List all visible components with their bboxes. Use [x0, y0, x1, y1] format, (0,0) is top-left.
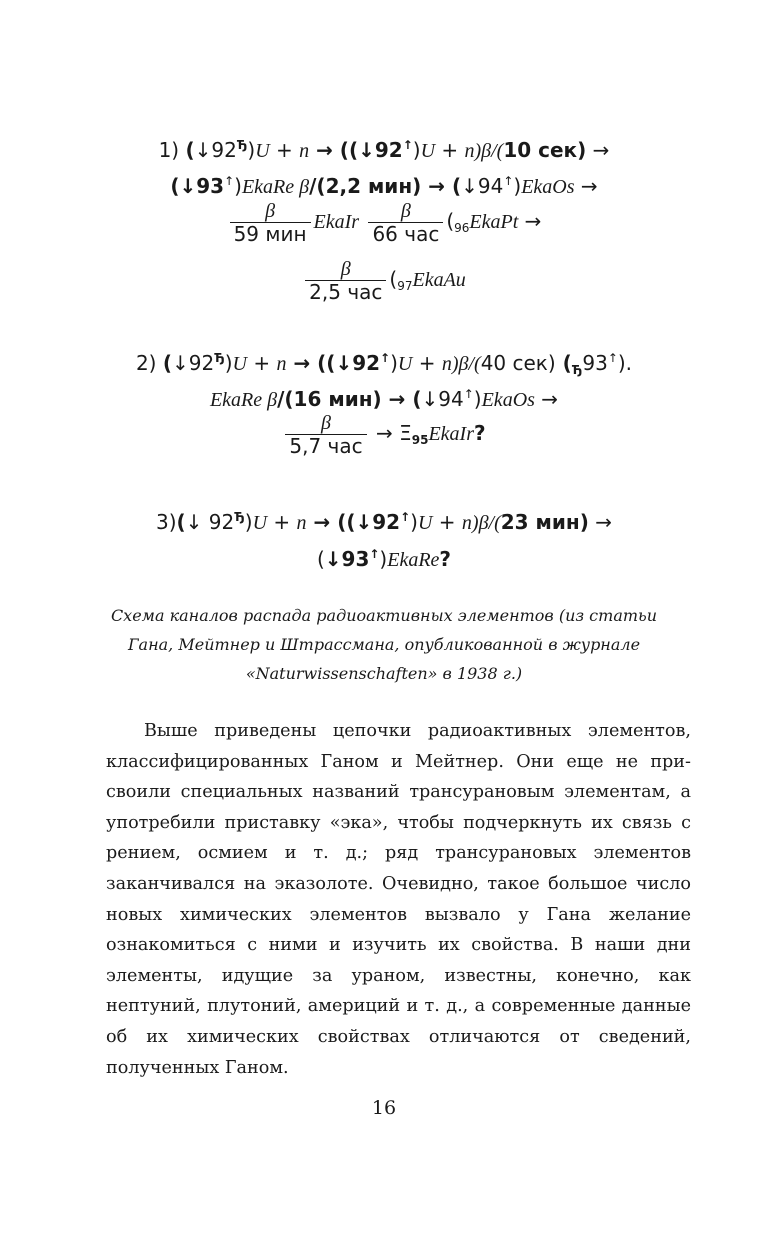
chain-1-line-4: $\frac{\beta}{\text{2,5 час}}$ ($_{97}EkaAu$ [0, 258, 768, 312]
page-number: 16 [371, 1097, 397, 1119]
chain-1-line-2: (↓93↑)EkaRe β/(2,2 мин) → (↓94↑)EkaOs → [170, 174, 598, 198]
chain-2-line-1: 2) $(↓92^Ђ)U + n$ → ((↓92↑)U + n)β/(40 сек) $(_Ђ93^↑)$. [135, 351, 633, 377]
chain-number: 2) [135, 351, 157, 375]
chain-2-line-3: $\frac{\beta}{\text{5,7 час}}$ → $\Xi_{95}EkaIr$? [0, 412, 768, 466]
fraction: $\frac{\beta}{\text{59 мин}}$ [230, 200, 311, 245]
chain-2-line-2: EkaRe β/(16 мин) → (↓94↑)EkaOs → [209, 387, 559, 411]
chain-3-line-2: (↓93↑)EkaRe? [316, 547, 452, 571]
figure-caption: Схема каналов распада радиоактивных элементов (из статьи Гана, Мейтнер и Штрассмана, опубликованной в журнале «Naturwissenschaften» в 1938 г.) [110, 606, 658, 683]
fraction: $\frac{\beta}{\text{2,5 час}}$ [305, 258, 386, 303]
chain-3-line-1: 3)(↓ $92^Ђ)U + n$ → ((↓92↑)U + n)β/(23 мин) → [155, 510, 612, 534]
body-paragraph: Выше приведены цепочки радиоактивных элементов, классифицированных Ганом и Мейтнер. Они еще не присвоили специальных названий трансурановым элементам, а употребили приставку «эка», чтобы подчеркнуть их связь с рением, осмием и т. д.; ряд трансурановых элементов заканчивался на эказолоте. Очевидно, такое большое число новых химических элементов вызвало у Гана желание ознакомиться с ними и изучить их свойства. В наши дни элементы, идущие за ураном, известны, конечно, как нептуний, плутоний, америций и т. д., а современные данные об их химических свойствах отличаются от сведений, полученных Ганом. [106, 721, 691, 1078]
fraction: $\frac{\beta}{\text{5,7 час}}$ [285, 412, 366, 457]
chain-1-line-1: 1) $(↓92^Ђ)U + n$ → ((↓92↑)U + n)β/(10 сек) → [158, 138, 610, 162]
chain-1-line-3: $\frac{\beta}{\text{59 мин}}$ EkaIr $\frac{\beta}{\text{66 час}}$ ($_{96}EkaPt$ → [0, 200, 768, 254]
chain-number: 1) [158, 138, 180, 162]
fraction: $\frac{\beta}{\text{66 час}}$ [368, 200, 443, 245]
chain-number: 3) [155, 510, 177, 534]
